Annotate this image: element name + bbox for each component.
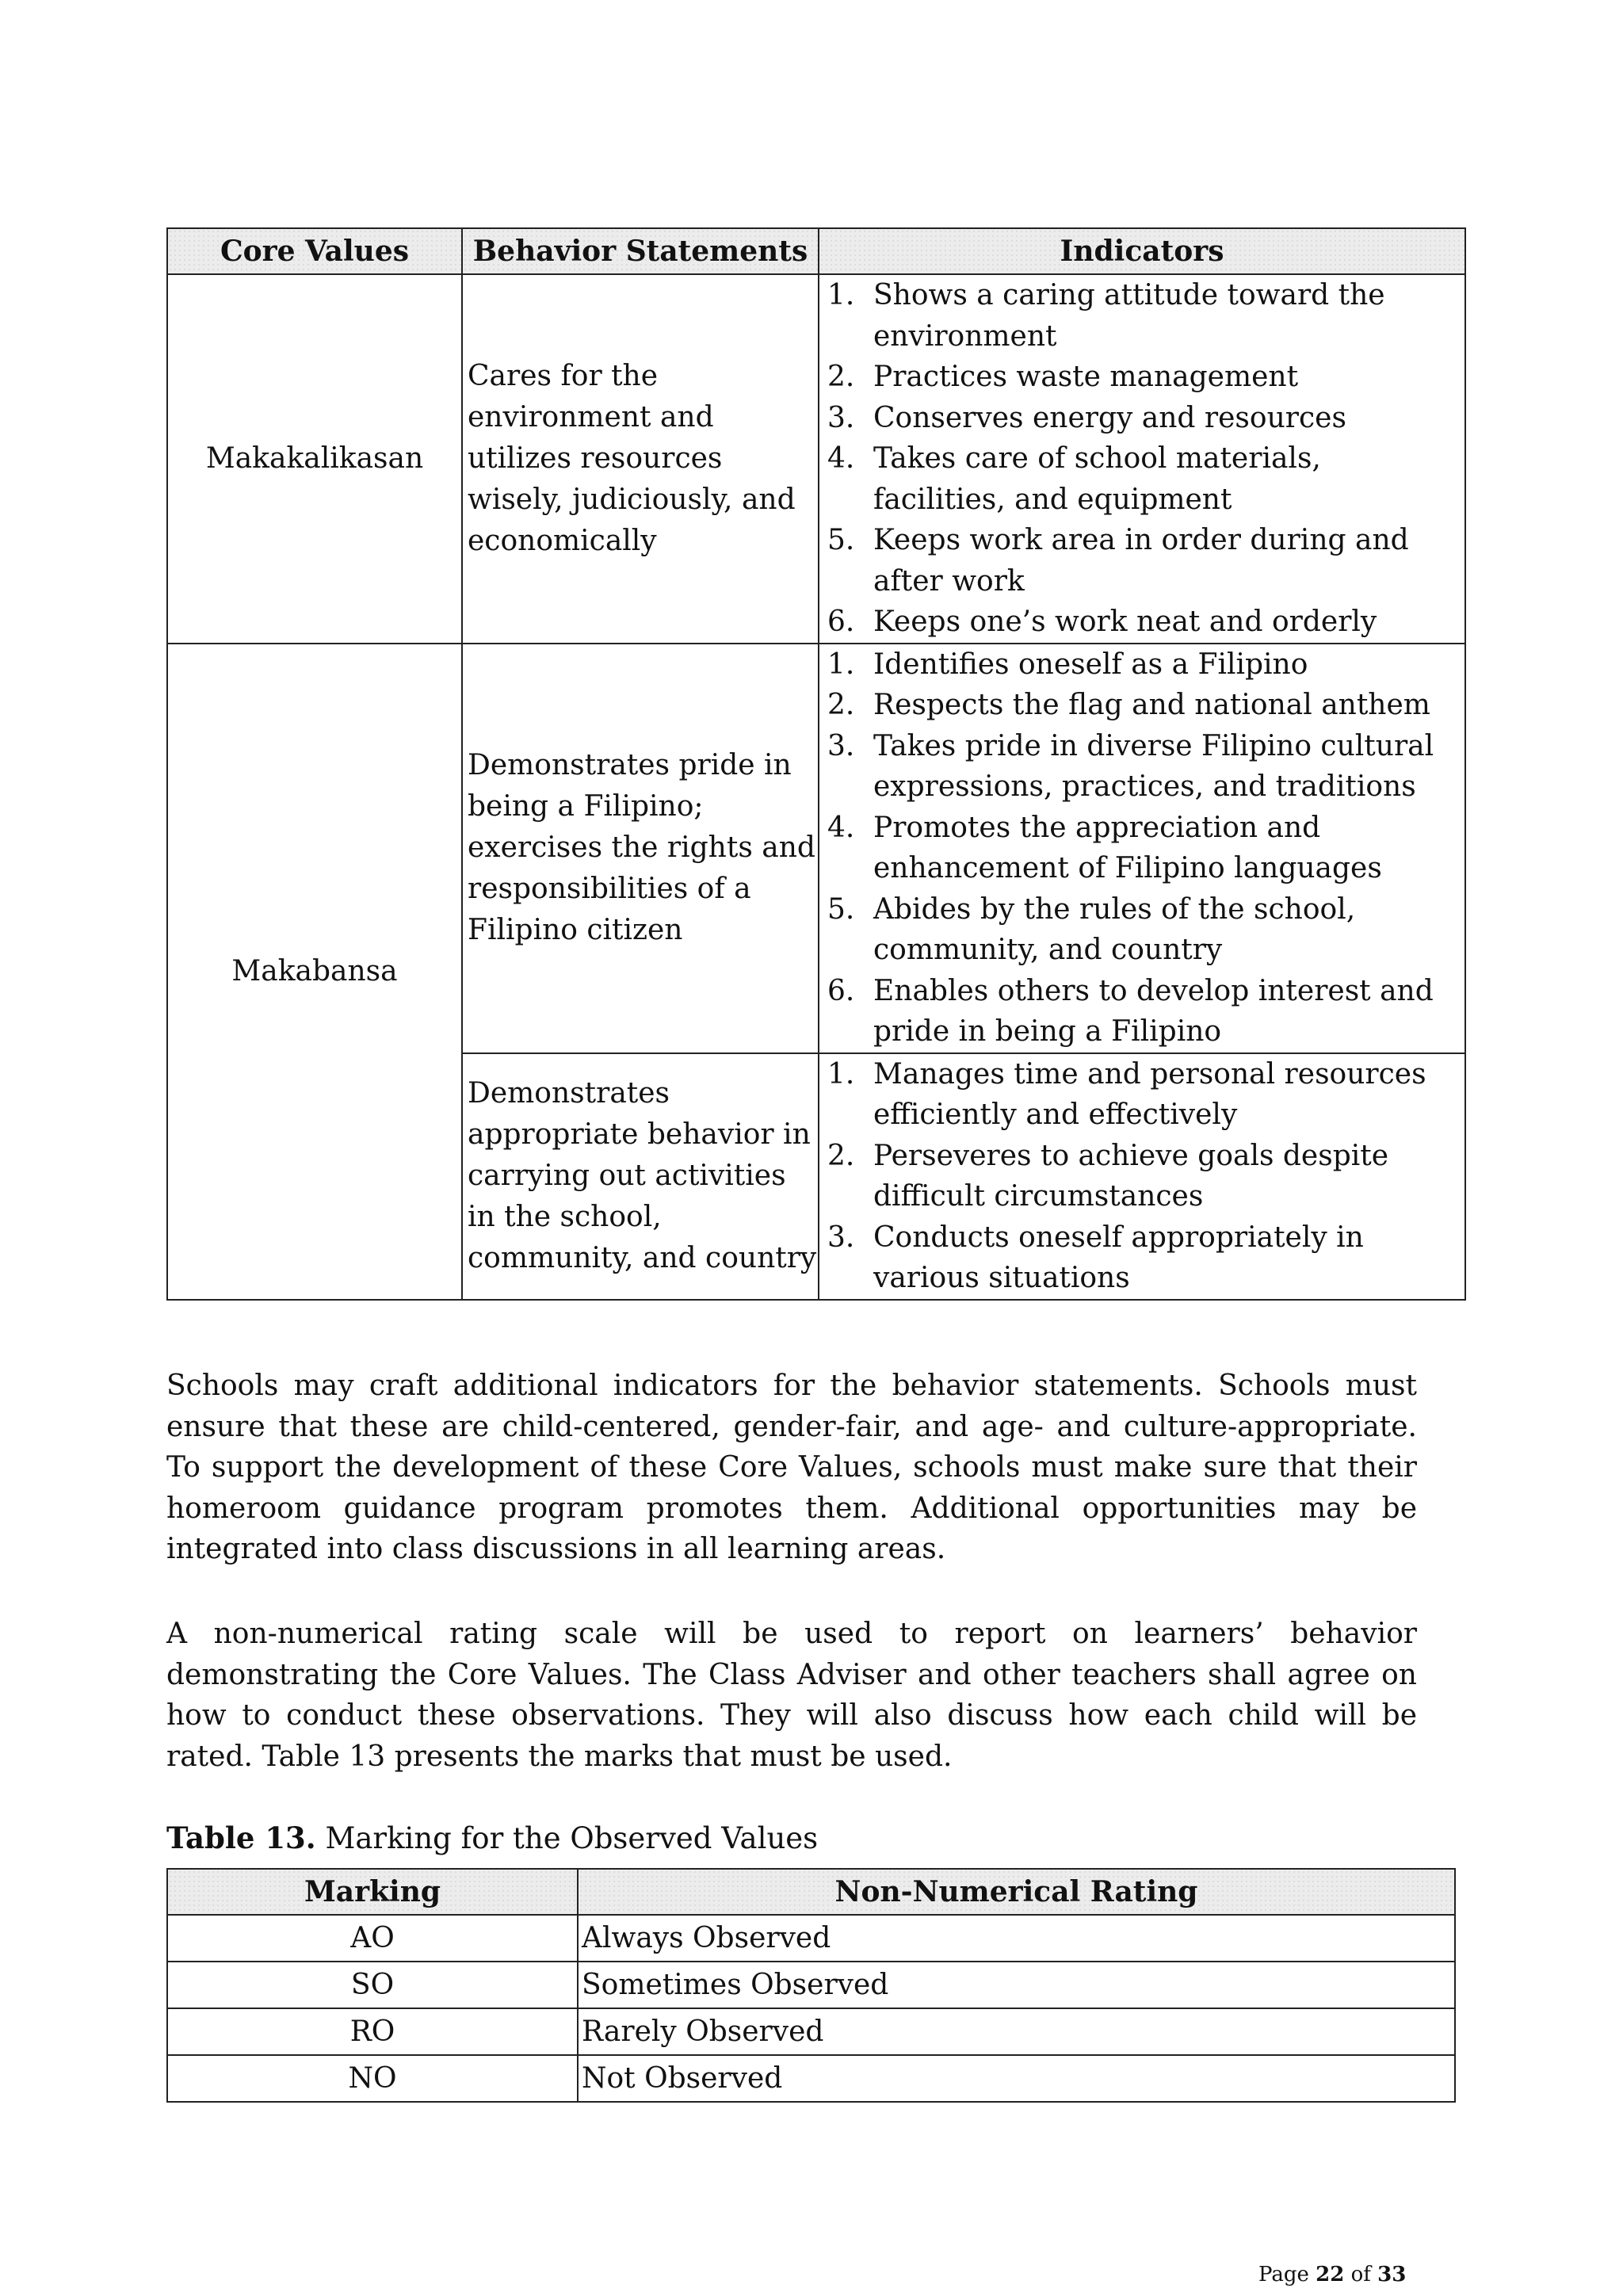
table-caption-label: Table 13. (166, 1820, 316, 1855)
core-value-cell: Makakalikasan (167, 274, 462, 644)
indicators-cell (819, 644, 1465, 1053)
rating-cell: Sometimes Observed (578, 1962, 1455, 2008)
indicator-item: 3. Conserves energy and resources (827, 401, 1346, 434)
indicator-item: 5. Keeps work area in order during and after work (827, 524, 1409, 598)
header-behavior-statements: Behavior Statements (462, 228, 819, 274)
indicator-item: 5. Abides by the rules of the school, community, and country (827, 892, 1356, 966)
indicator-item: 2. Practices waste management (827, 361, 1299, 393)
body-paragraph: Schools may craft additional indicators for the behavior statements. Schools must ensure that these are child-centered, gender-fair, and age- and culture-appropriate. To support the development of these Core Values, schools must make sure that their homeroom guidance program promotes them. Additional opportunities may be integrated into class discussions in all learning areas. (166, 1370, 1417, 1565)
indicator-list (819, 275, 1465, 643)
behavior-statement-cell: Cares for the environment and utilizes resources wisely, judiciously, and economically (462, 274, 819, 644)
table-row (167, 2055, 1455, 2102)
core-values-header-row (167, 228, 1465, 274)
behavior-statement-cell: Demonstrates appropriate behavior in carrying out activities in the school, community, and country (462, 1053, 819, 1300)
header-non-numerical-rating: Non-Numerical Rating (578, 1869, 1455, 1915)
core-values-table (166, 227, 1466, 1301)
table-caption-text: Marking for the Observed Values (325, 1821, 819, 1855)
table-caption (166, 1820, 818, 1855)
indicator-item: 6. Enables others to develop interest and pride in being a Filipino (827, 974, 1434, 1048)
indicator-item: 1. Shows a caring attitude toward the environment (827, 279, 1385, 353)
rating-cell: Rarely Observed (578, 2008, 1455, 2055)
indicator-item: 2. Perseveres to achieve goals despite difficult circumstances (827, 1139, 1389, 1213)
marking-table (166, 1868, 1456, 2103)
marking-header-row (167, 1869, 1455, 1915)
body-paragraph: A non-numerical rating scale will be used to report on learners’ behavior demonstrating the Core Values. The Class Adviser and other teachers shall agree on how to conduct these observations. They will also discuss how each child will be rated. Table 13 presents the marks that must be used. (166, 1618, 1417, 1773)
indicator-list (819, 1054, 1465, 1299)
header-marking: Marking (167, 1869, 578, 1915)
indicators-cell (819, 274, 1465, 644)
indicator-list (819, 644, 1465, 1052)
table-row (167, 1962, 1455, 2008)
table-row (167, 644, 1465, 1053)
indicator-item: 3. Takes pride in diverse Filipino cultural expressions, practices, and traditions (827, 729, 1434, 803)
rating-cell: Not Observed (578, 2055, 1455, 2102)
marking-cell: SO (167, 1962, 578, 2008)
indicator-item: 4. Promotes the appreciation and enhancement of Filipino languages (827, 811, 1382, 884)
table-row (167, 1915, 1455, 1962)
indicator-item: 6. Keeps one’s work neat and orderly (827, 606, 1377, 638)
header-core-values: Core Values (167, 228, 462, 274)
indicator-item: 3. Conducts oneself appropriately in various situations (827, 1221, 1364, 1294)
indicator-item: 2. Respects the flag and national anthem (827, 689, 1430, 721)
marking-cell: NO (167, 2055, 578, 2102)
indicator-item: 1. Identifies oneself as a Filipino (827, 648, 1308, 681)
indicators-cell (819, 1053, 1465, 1300)
marking-cell: AO (167, 1915, 578, 1962)
indicator-item: 1. Manages time and personal resources efficiently and effectively (827, 1057, 1426, 1131)
table-row (167, 274, 1465, 644)
page-number: Page 22 of 33 (1258, 2263, 1407, 2286)
indicator-item: 4. Takes care of school materials, facilities, and equipment (827, 442, 1321, 516)
header-indicators: Indicators (819, 228, 1465, 274)
behavior-statement-cell: Demonstrates pride in being a Filipino; exercises the rights and responsibilities of a Filipino citizen (462, 644, 819, 1053)
core-value-cell: Makabansa (167, 644, 462, 1300)
table-row (167, 2008, 1455, 2055)
marking-cell: RO (167, 2008, 578, 2055)
rating-cell: Always Observed (578, 1915, 1455, 1962)
